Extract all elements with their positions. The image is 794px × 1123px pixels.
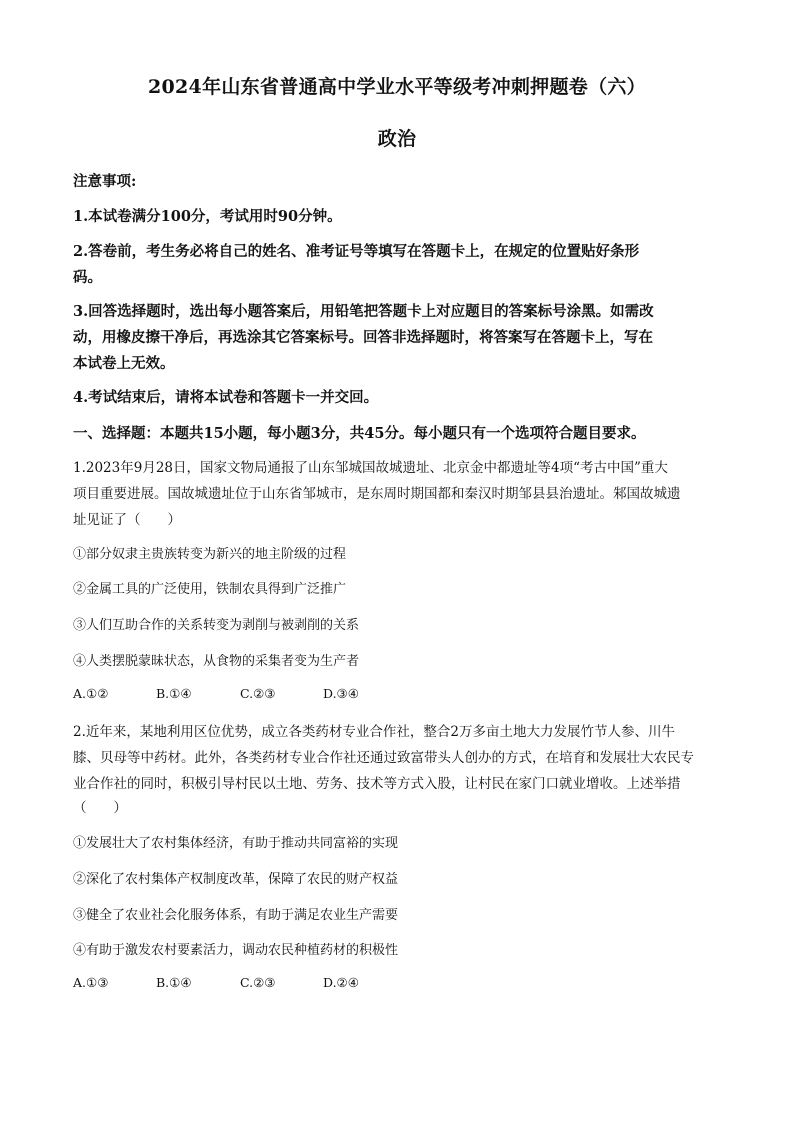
question-2-choice-d: D.②④ [323, 975, 359, 990]
notice-item: 2.答卷前，考生务必将自己的姓名、准考证号等填写在答题卡上，在规定的位置贴好条形 [73, 243, 640, 260]
question-1-statement: ③人们互助合作的关系转变为剥削与被剥削的关系 [73, 618, 360, 633]
question-1-choice-c: C.②③ [240, 686, 276, 701]
question-2-stem: 业合作社的同时，积极引导村民以土地、劳务、技术等方式入股，让村民在家门口就业增收。上述举措 [73, 776, 681, 792]
question-2-stem: 2.近年来，某地利用区位优势，成立各类药材专业合作社，整合2万多亩土地大力发展竹节人参、川牛 [73, 724, 675, 740]
question-1-stem: 址见证了（ ） [73, 512, 181, 528]
notice-item: 本试卷上无效。 [73, 355, 175, 372]
question-2-statement: ①发展壮大了农村集体经济，有助于推动共同富裕的实现 [73, 836, 399, 851]
notice-item: 4.考试结束后，请将本试卷和答题卡一并交回。 [73, 389, 379, 406]
question-1-statement: ④人类摆脱蒙昧状态，从食物的采集者变为生产者 [73, 654, 360, 669]
question-2-stem: 膝、贝母等中药材。此外，各类药材专业合作社还通过致富带头人创办的方式，在培育和发展壮大农民专 [73, 750, 694, 766]
question-2-stem: （ ） [73, 800, 127, 816]
question-1-stem: 项目重要进展。国故城遗址位于山东省邹城市，是东周时期国都和秦汉时期邹县县治遗址。邾国故城遗 [73, 486, 681, 502]
question-2-choice-b: B.①④ [156, 975, 192, 990]
notice-item: 动，用橡皮擦干净后，再选涂其它答案标号。回答非选择题时，将答案写在答题卡上，写在 [73, 329, 653, 346]
exam-title: 2024年山东省普通高中学业水平等级考冲刺押题卷（六） [148, 76, 646, 98]
question-1-stem: 1.2023年9月28日，国家文物局通报了山东邹城国故城遗址、北京金中都遗址等4项“考古中国”重大 [73, 460, 668, 476]
question-2-statement: ③健全了农业社会化服务体系，有助于满足农业生产需要 [73, 908, 399, 923]
question-1-choice-b: B.①④ [156, 686, 192, 701]
notice-item: 码。 [73, 269, 102, 286]
question-1-statement: ②金属工具的广泛使用，铁制农具得到广泛推广 [73, 582, 347, 597]
question-2-choice-a: A.①③ [73, 975, 109, 990]
question-2-statement: ②深化了农村集体产权制度改革，保障了农民的财产权益 [73, 872, 399, 887]
question-2-statement: ④有助于激发农村要素活力，调动农民种植药材的积极性 [73, 943, 399, 958]
notice-heading: 注意事项: [73, 173, 137, 190]
question-1-statement: ①部分奴隶主贵族转变为新兴的地主阶级的过程 [73, 547, 347, 562]
subject-title: 政治 [377, 128, 417, 150]
question-1-choice-d: D.③④ [323, 686, 359, 701]
notice-item: 1.本试卷满分100分，考试用时90分钟。 [73, 208, 342, 225]
notice-item: 3.回答选择题时，选出每小题答案后，用铅笔把答题卡上对应题目的答案标号涂黑。如需改 [73, 303, 654, 320]
question-2-choice-c: C.②③ [240, 975, 276, 990]
section-heading: 一、选择题：本题共15小题，每小题3分，共45分。每小题只有一个选项符合题目要求。 [73, 425, 646, 442]
question-1-choice-a: A.①② [73, 686, 109, 701]
